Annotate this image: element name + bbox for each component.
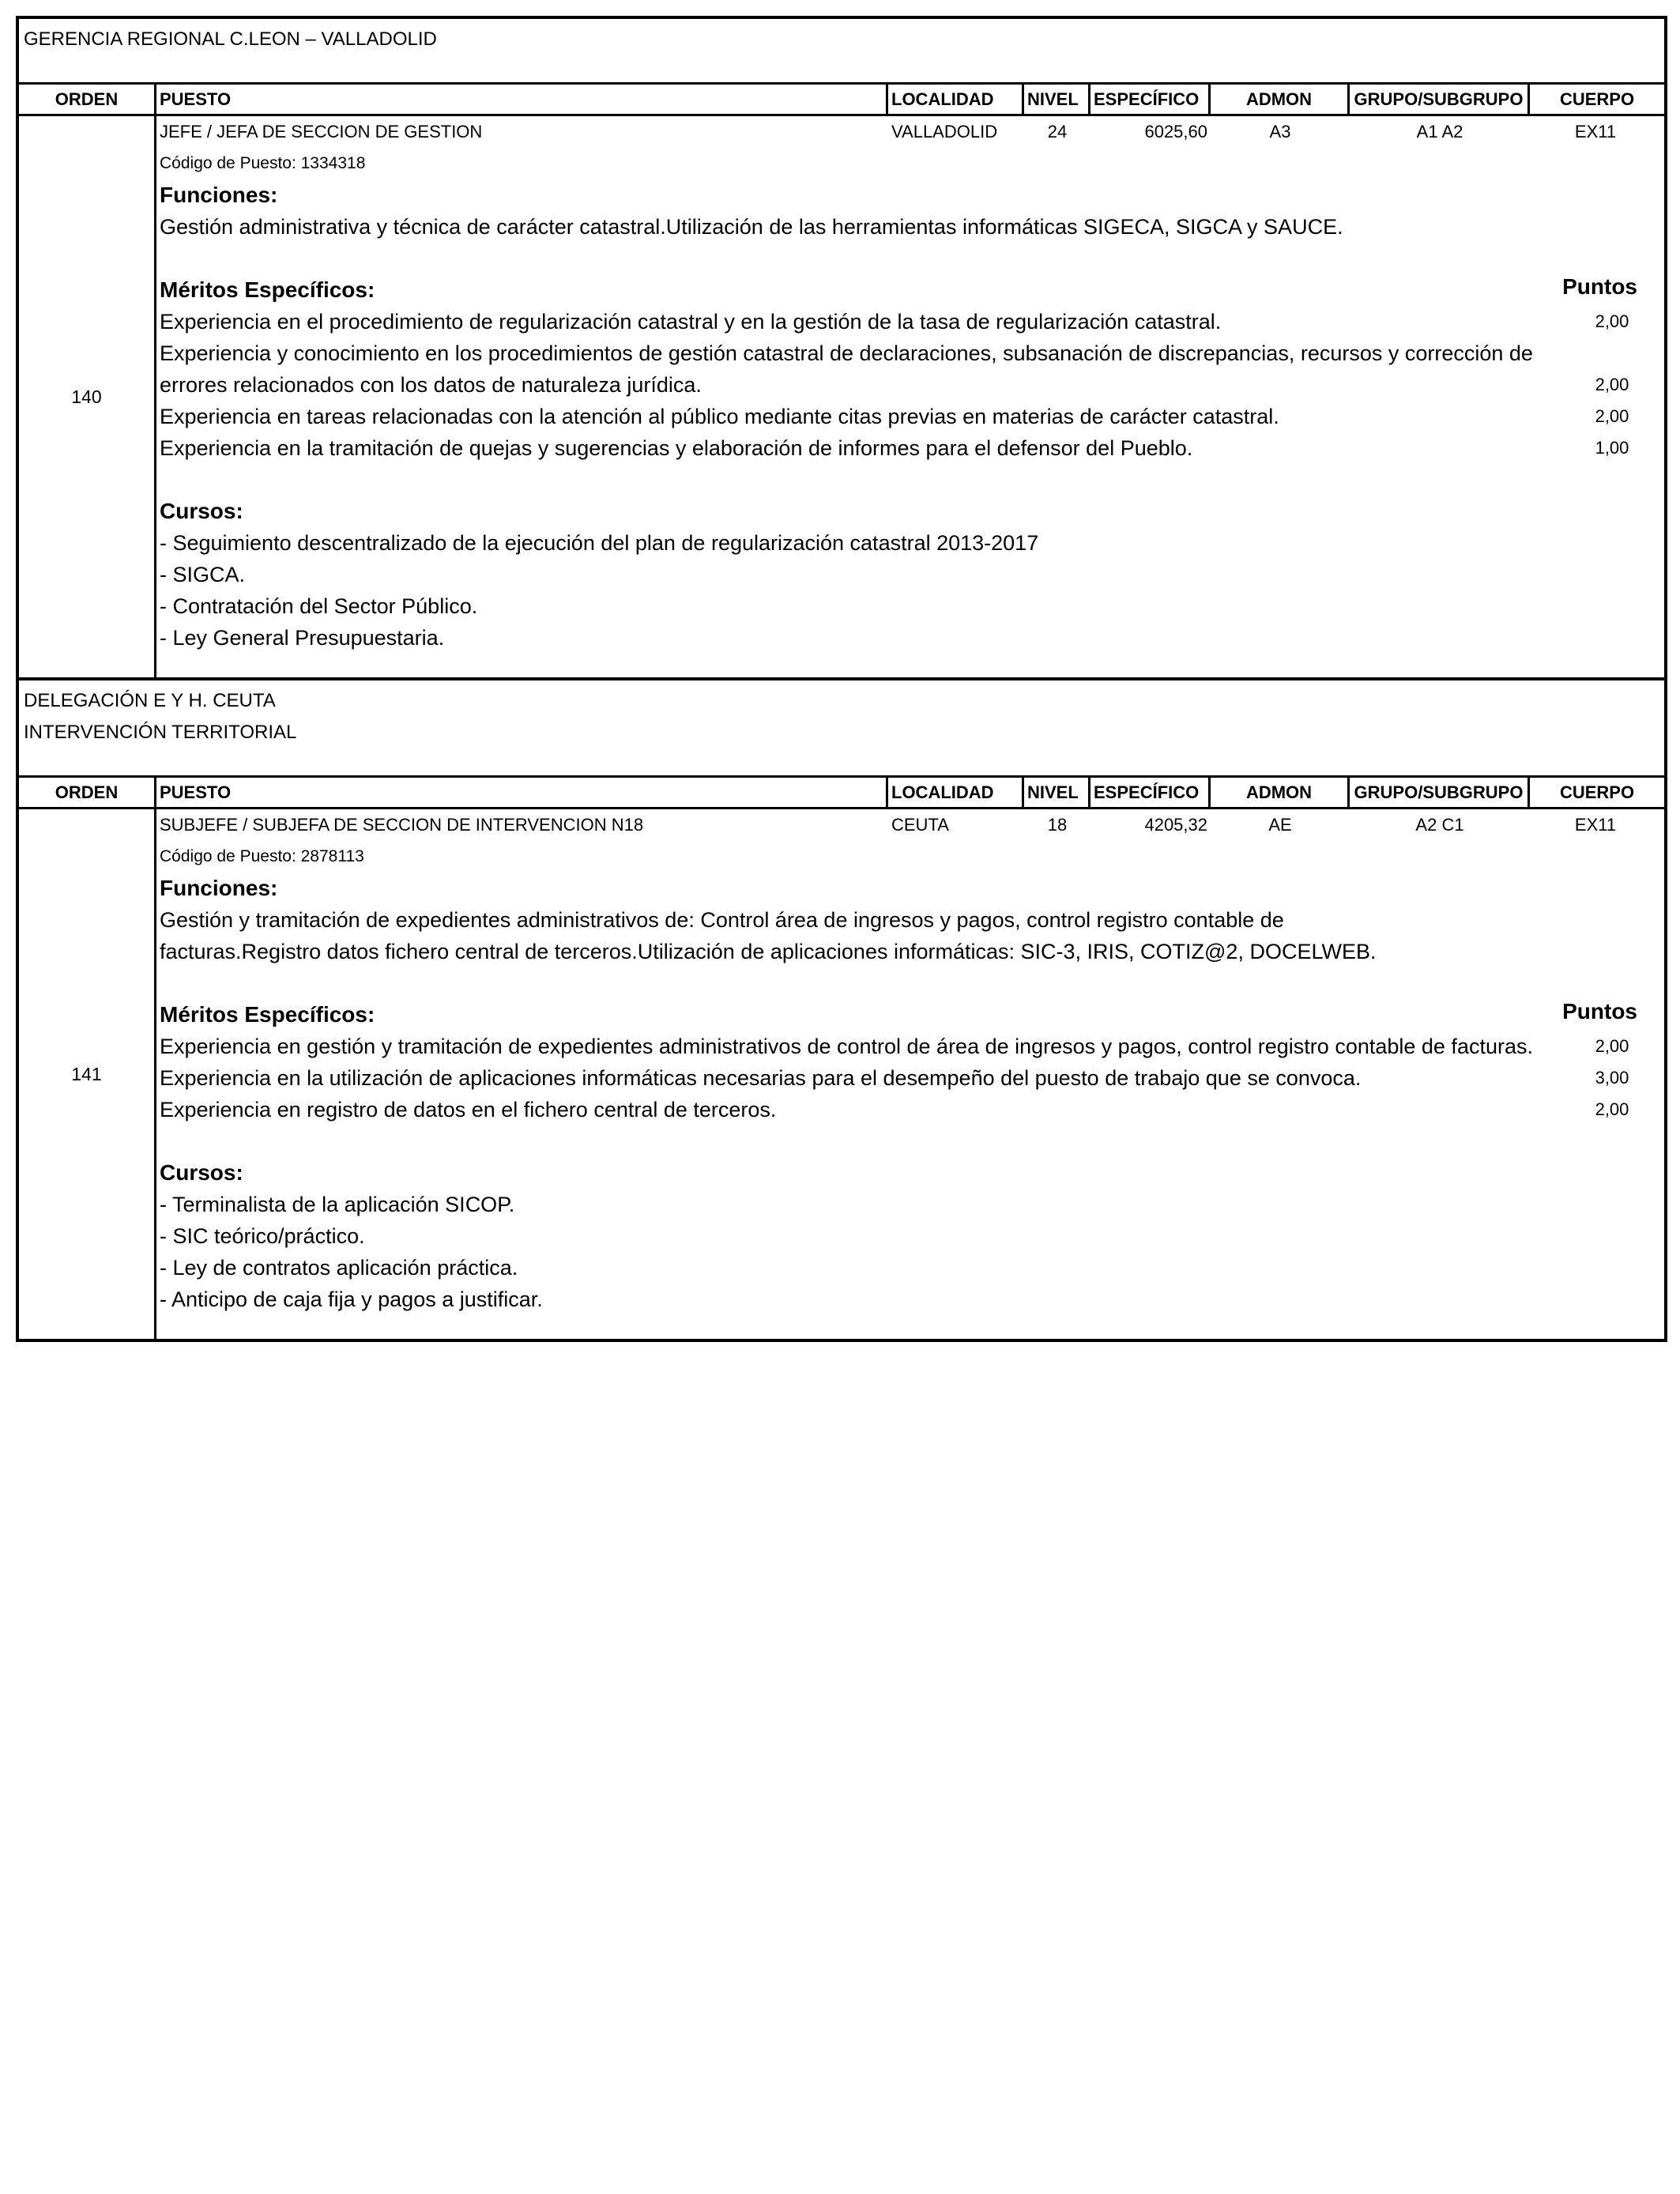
curso-item: - SIC teórico/práctico.: [160, 1224, 365, 1248]
document: [16, 16, 1667, 1342]
merito-item: [160, 337, 1661, 401]
header-localidad: LOCALIDAD: [888, 778, 1024, 807]
puesto-value: SUBJEFE / SUBJEFA DE SECCION DE INTERVENCION N18: [160, 815, 644, 835]
job-content: [156, 116, 1664, 677]
grupo-value: A1 A2: [1416, 122, 1463, 141]
orden-number: 140: [19, 116, 156, 677]
merito-points: 2,00: [1595, 375, 1629, 394]
header-cuerpo: CUERPO: [1559, 89, 1635, 109]
merito-text: Experiencia en la utilización de aplicaciones informáticas necesarias para el desempeño del puesto de trabajo que se convoca.: [160, 1066, 1362, 1090]
job-body: [19, 809, 1664, 1339]
merito-text: Experiencia en el procedimiento de regularización catastral y en la gestión de la tasa de regularización catastral.: [160, 310, 1222, 334]
localidad-value: CEUTA: [891, 815, 949, 835]
merito-text: Experiencia y conocimiento en los procedimientos de gestión catastral de declaraciones, subsanación de discrepancias, recursos y corrección de errores relacionados con los datos de naturaleza jurídica.: [160, 341, 1533, 397]
admon-value: AE: [1268, 815, 1292, 835]
header-orden: ORDEN: [19, 85, 156, 114]
merito-item: [160, 432, 1661, 464]
job-summary-row: [156, 809, 1661, 841]
especifico-value: 4205,32: [1144, 815, 1207, 835]
header-especifico: ESPECÍFICO: [1090, 778, 1211, 807]
meritos-header: [160, 274, 1661, 306]
header-admon: ADMON: [1211, 85, 1350, 114]
job-content: [156, 809, 1664, 1339]
puesto-value: JEFE / JEFA DE SECCION DE GESTION: [160, 122, 483, 141]
organization-name: GERENCIA REGIONAL C.LEON – VALLADOLID: [24, 28, 437, 50]
curso-item: - Ley General Presupuestaria.: [160, 626, 445, 650]
merito-points: 2,00: [1595, 406, 1629, 426]
curso-item: - Contratación del Sector Público.: [160, 594, 478, 618]
meritos-heading: Méritos Específicos:: [160, 1002, 375, 1027]
merito-text: Experiencia en gestión y tramitación de expedientes administrativos de control de área de ingresos y pagos, control registro contable de facturas.: [160, 1035, 1533, 1058]
job-block: [16, 677, 1667, 1342]
column-header-row: [19, 775, 1664, 809]
job-block: [16, 16, 1667, 677]
funciones-heading: Funciones:: [160, 876, 278, 900]
organization-subname: INTERVENCIÓN TERRITORIAL: [24, 722, 297, 743]
merito-points: 2,00: [1595, 1036, 1629, 1056]
nivel-value: 18: [1047, 815, 1068, 835]
merito-item: [160, 1062, 1661, 1094]
organization-header: [19, 19, 1664, 82]
merito-points: 2,00: [1595, 311, 1629, 331]
orden-number: 141: [19, 809, 156, 1339]
cuerpo-value: EX11: [1574, 815, 1617, 835]
puntos-heading: Puntos: [1562, 999, 1637, 1023]
funciones-heading: Funciones:: [160, 183, 278, 207]
column-header-row: [19, 82, 1664, 116]
curso-item: - SIGCA.: [160, 563, 246, 586]
merito-points: 3,00: [1595, 1068, 1629, 1088]
curso-item: - Anticipo de caja fija y pagos a justificar.: [160, 1287, 543, 1311]
admon-value: A3: [1269, 122, 1291, 141]
cursos-heading: Cursos:: [160, 1160, 243, 1185]
codigo-puesto: Código de Puesto: 2878113: [160, 847, 364, 865]
header-cuerpo: CUERPO: [1559, 782, 1635, 802]
merito-item: [160, 401, 1661, 432]
localidad-value: VALLADOLID: [891, 122, 998, 141]
header-especifico: ESPECÍFICO: [1090, 85, 1211, 114]
curso-item: - Ley de contratos aplicación práctica.: [160, 1256, 518, 1280]
merito-item: [160, 1094, 1661, 1125]
header-localidad: LOCALIDAD: [888, 85, 1024, 114]
header-puesto: PUESTO: [156, 85, 888, 114]
organization-header: [19, 680, 1664, 775]
puntos-heading: Puntos: [1562, 274, 1637, 299]
header-grupo: GRUPO/SUBGRUPO: [1350, 85, 1530, 114]
header-nivel: NIVEL: [1024, 778, 1090, 807]
curso-item: - Seguimiento descentralizado de la ejecución del plan de regularización catastral 2013-2017: [160, 531, 1039, 555]
merito-text: Experiencia en la tramitación de quejas y sugerencias y elaboración de informes para el defensor del Pueblo.: [160, 436, 1193, 460]
cursos-heading: Cursos:: [160, 499, 243, 523]
merito-points: 2,00: [1595, 1099, 1629, 1119]
especifico-value: 6025,60: [1144, 122, 1207, 141]
merito-text: Experiencia en tareas relacionadas con la atención al público mediante citas previas en materias de carácter catastral.: [160, 405, 1279, 428]
meritos-heading: Méritos Específicos:: [160, 277, 375, 302]
funciones-text: Gestión administrativa y técnica de carácter catastral.Utilización de las herramientas informáticas SIGECA, SIGCA y SAUCE.: [160, 215, 1343, 239]
cuerpo-value: EX11: [1574, 122, 1617, 141]
header-admon: ADMON: [1211, 778, 1350, 807]
grupo-value: A2 C1: [1415, 815, 1464, 835]
merito-item: [160, 1031, 1661, 1062]
funciones-text: Gestión y tramitación de expedientes administrativos de: Control área de ingresos y pagos, control registro contable de facturas.Registro datos fichero central de terceros.Utilización de aplicaciones informáticas: SIC-3, IRIS, COTIZ@2, DOCELWEB.: [160, 908, 1377, 963]
merito-text: Experiencia en registro de datos en el fichero central de terceros.: [160, 1098, 777, 1122]
meritos-header: [160, 999, 1661, 1031]
header-puesto: PUESTO: [156, 778, 888, 807]
nivel-value: 24: [1047, 122, 1068, 141]
header-nivel: NIVEL: [1024, 85, 1090, 114]
codigo-puesto: Código de Puesto: 1334318: [160, 154, 366, 172]
merito-points: 1,00: [1595, 438, 1629, 458]
job-body: [19, 116, 1664, 677]
curso-item: - Terminalista de la aplicación SICOP.: [160, 1193, 515, 1216]
header-grupo: GRUPO/SUBGRUPO: [1350, 778, 1530, 807]
header-orden: ORDEN: [19, 778, 156, 807]
job-summary-row: [156, 116, 1661, 148]
organization-name: DELEGACIÓN E Y H. CEUTA: [24, 690, 276, 711]
merito-item: [160, 306, 1661, 337]
